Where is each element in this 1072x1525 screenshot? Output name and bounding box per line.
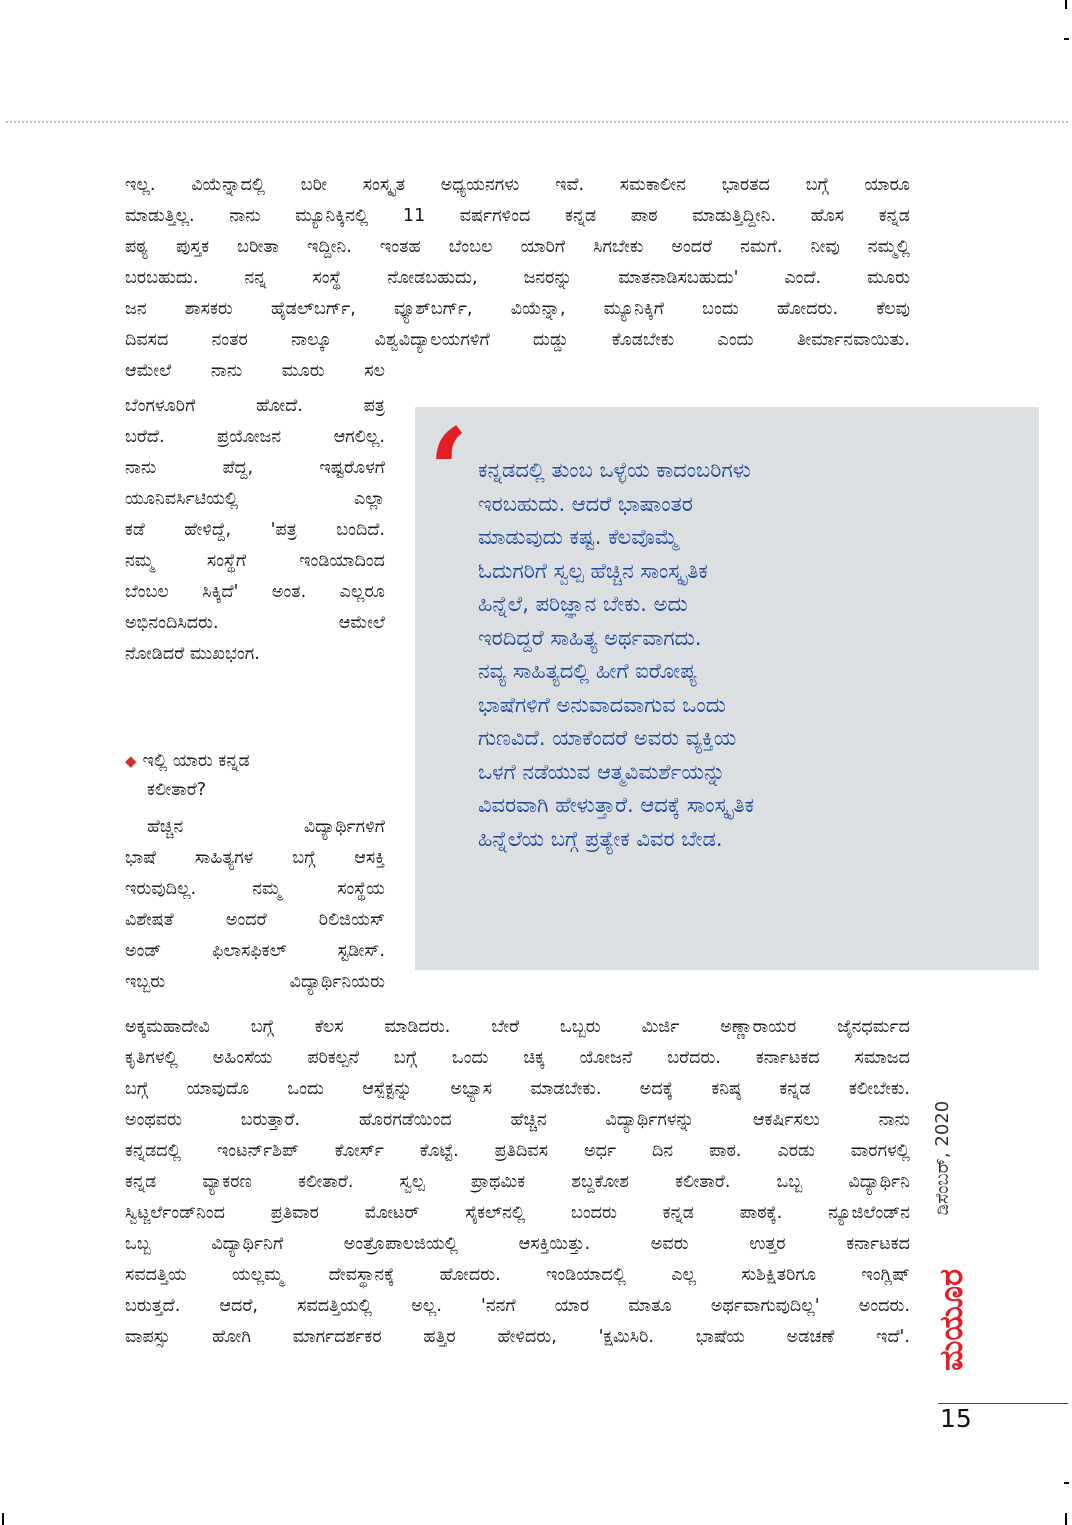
text-line: ಕಡೆ ಹೇಳಿದ್ದೆ, 'ಪತ್ರ ಬಂದಿದೆ. [125, 520, 385, 540]
text-line: ಕೃತಿಗಳಲ್ಲಿ ಅಹಿಂಸೆಯ ಪರಿಕಲ್ಪನೆ ಬಗ್ಗೆ ಒಂದು ಚಿಕ್ಕ ಯೋಜನೆ ಬರೆದರು. ಕರ್ನಾಟಕದ ಸಮಾಜದ [125, 1048, 910, 1068]
text-line: ಕನ್ನಡ ವ್ಯಾಕರಣ ಕಲೀತಾರೆ. ಸ್ವಲ್ಪ ಪ್ರಾಥಮಿಕ ಶಬ್ದಕೋಶ ಕಲೀತಾರೆ. ಒಬ್ಬ ವಿದ್ಯಾರ್ಥಿನಿ [125, 1172, 910, 1192]
header-dotted-rule [6, 121, 1068, 123]
pull-quote-line: ಗುಣವಿದೆ. ಯಾಕೆಂದರೆ ಅವರು ವ್ಯಕ್ತಿಯ [478, 726, 737, 750]
text-line: ಕನ್ನಡದಲ್ಲಿ ಇಂಟರ್ನ್‌ಶಿಪ್ ಕೋರ್ಸ್ ಕೊಟ್ಟೆ. ಪ್ರತಿದಿವಸ ಅರ್ಧ ದಿನ ಪಾಠ. ಎರಡು ವಾರಗಳಲ್ಲಿ [125, 1141, 910, 1161]
pull-quote-line: ಕನ್ನಡದಲ್ಲಿ ತುಂಬ ಒಳ್ಳೆಯ ಕಾದಂಬರಿಗಳು [478, 458, 751, 482]
text-line: ಸ್ವಿಟ್ಜರ್ಲೆಂಡ್‌ನಿಂದ ಪ್ರತಿವಾರ ಮೋಟರ್ ಸೈಕಲ್‌ನಲ್ಲಿ ಬಂದರು ಕನ್ನಡ ಪಾಠಕ್ಕೆ. ನ್ಯೂಜಿಲೆಂಡ್‌ನ [125, 1203, 910, 1223]
pull-quote-line: ನವ್ಯ ಸಾಹಿತ್ಯದಲ್ಲಿ ಹೀಗೆ ಐರೋಪ್ಯ [478, 659, 697, 683]
pull-quote-line: ಮಾಡುವುದು ಕಷ್ಟ. ಕೆಲವೊಮ್ಮೆ [478, 525, 679, 549]
text-line: ಅಂಡ್ ಫಿಲಾಸಫಿಕಲ್ ಸ್ಟಡೀಸ್. [125, 941, 385, 961]
page-number: 15 [940, 1404, 972, 1433]
question-line: ಕಲೀತಾರೆ? [147, 780, 207, 800]
pull-quote-line: ಭಾಷೆಗಳಿಗೆ ಅನುವಾದವಾಗುವ ಒಂದು [478, 692, 726, 717]
text-line: ಭಾಷೆ ಸಾಹಿತ್ಯಗಳ ಬಗ್ಗೆ ಆಸಕ್ತಿ [125, 848, 385, 868]
pull-quote-line: ಹಿನ್ನೆಲೆ, ಪರಿಜ್ಞಾನ ಬೇಕು. ಅದು [478, 592, 688, 616]
question-heading [125, 747, 385, 805]
text-line: ಇಲ್ಲ. ವಿಯೆನ್ನಾದಲ್ಲಿ ಬರೀ ಸಂಸ್ಕೃತ ಅಧ್ಯಯನಗಳು ಇವೆ. ಸಮಕಾಲೀನ ಭಾರತದ ಬಗ್ಗೆ ಯಾರೂ [125, 175, 910, 195]
text-line: ಅಕ್ಕಮಹಾದೇವಿ ಬಗ್ಗೆ ಕೆಲಸ ಮಾಡಿದರು. ಬೇರೆ ಒಬ್ಬರು ಮಿರ್ಜಿ ಅಣ್ಣಾರಾಯರ ಜೈನಧರ್ಮದ [125, 1017, 910, 1037]
text-line: ಹೆಚ್ಚಿನ ವಿದ್ಯಾರ್ಥಿಗಳಿಗೆ [147, 817, 385, 837]
text-line: ನಮ್ಮ ಸಂಸ್ಥೆಗೆ ಇಂಡಿಯಾದಿಂದ [125, 551, 385, 571]
text-line: ಬೆಂಗಳೂರಿಗೆ ಹೋದೆ. ಪತ್ರ [125, 396, 385, 416]
text-line: ಸವದತ್ತಿಯ ಯಲ್ಲಮ್ಮ ದೇವಸ್ಥಾನಕ್ಕೆ ಹೋದರು. ಇಂಡಿಯಾದಲ್ಲಿ ಎಲ್ಲ ಸುಶಿಕ್ಷಿತರಿಗೂ ಇಂಗ್ಲಿಷ್ [125, 1265, 910, 1285]
text-line: ಬರೆದೆ. ಪ್ರಯೋಜನ ಆಗಲಿಲ್ಲ. [125, 427, 385, 447]
pull-quote-line: ಇರದಿದ್ದರೆ ಸಾಹಿತ್ಯ ಅರ್ಥವಾಗದು. [478, 625, 702, 650]
text-line: ನಾನು ಪೆದ್ದ, ಇಷ್ಟರೊಳಗೆ [125, 458, 385, 478]
text-line: ದಿವಸದ ನಂತರ ನಾಲ್ಕೂ ವಿಶ್ವವಿದ್ಯಾಲಯಗಳಿಗೆ ದುಡ್ಡು ಕೊಡಬೇಕು ಎಂದು ತೀರ್ಮಾನವಾಯಿತು. [125, 330, 910, 350]
crop-mark [1065, 0, 1067, 9]
diamond-bullet-icon: ◆ [125, 752, 137, 770]
text-line: ಇರುವುದಿಲ್ಲ. ನಮ್ಮ ಸಂಸ್ಥೆಯ [125, 879, 385, 899]
text-line: ವಾಪಸ್ಸು ಹೋಗಿ ಮಾರ್ಗದರ್ಶಕರ ಹತ್ತಿರ ಹೇಳಿದರು, 'ಕ್ಷಮಿಸಿರಿ. ಭಾಷೆಯ ಅಡಚಣೆ ಇದೆ'. [125, 1327, 910, 1347]
pull-quote-text [478, 454, 908, 856]
text-line: ಬರುತ್ತದೆ. ಆದರೆ, ಸವದತ್ತಿಯಲ್ಲಿ ಅಲ್ಲ. 'ನನಗೆ ಯಾರ ಮಾತೂ ಅರ್ಥವಾಗುವುದಿಲ್ಲ' ಅಂದರು. [125, 1296, 910, 1316]
text-line: ಜನ ಶಾಸಕರು ಹೈಡಲ್‌ಬರ್ಗ್, ವ್ಯೂಶ್‌ಬರ್ಗ್, ವಿಯೆನ್ನಾ, ಮ್ಯೂನಿಕ್ಕಿಗೆ ಬಂದು ಹೋದರು. ಕೆಲವು [125, 299, 910, 319]
crop-mark [1064, 1482, 1069, 1484]
pull-quote-line: ಓದುಗರಿಗೆ ಸ್ವಲ್ಪ ಹೆಚ್ಚಿನ ಸಾಂಸ್ಕೃತಿಕ [478, 558, 708, 583]
issue-date: ಡಿಸೆಂಬರ್, 2020 [932, 1100, 953, 1216]
question-line: ಇಲ್ಲಿ ಯಾರು ಕನ್ನಡ [142, 751, 250, 771]
text-line: ಆಮೇಲೆ ನಾನು ಮೂರು ಸಲ [125, 361, 385, 381]
text-line: ಬರಬಹುದು. ನನ್ನ ಸಂಸ್ಥೆ ನೋಡಬಹುದು, ಜನರನ್ನು ಮಾತನಾಡಿಸಬಹುದು' ಎಂದೆ. ಮೂರು [125, 268, 910, 288]
text-line: ಒಬ್ಬ ವಿದ್ಯಾರ್ಥಿನಿಗೆ ಅಂತ್ರೊಪಾಲಜಿಯಲ್ಲಿ ಆಸಕ್ತಿಯಿತ್ತು. ಅವರು ಉತ್ತರ ಕರ್ನಾಟಕದ [125, 1234, 910, 1254]
text-line: ಪಠ್ಯ ಪುಸ್ತಕ ಬರೀತಾ ಇದ್ದೀನಿ. ಇಂತಹ ಬೆಂಬಲ ಯಾರಿಗೆ ಸಿಗಬೇಕು ಅಂದರೆ ನಮಗೆ. ನೀವು ನಮ್ಮಲ್ಲಿ [125, 237, 910, 257]
crop-mark [1065, 1513, 1067, 1525]
text-line: ಬಗ್ಗೆ ಯಾವುದೊ ಒಂದು ಆಸ್ಪೆಕ್ಟನ್ನು ಅಭ್ಯಾಸ ಮಾಡಬೇಕು. ಅದಕ್ಕೆ ಕನಿಷ್ಠ ಕನ್ನಡ ಕಲೀಬೇಕು. [125, 1079, 910, 1099]
text-line: ನೋಡಿದರೆ ಮುಖಭಂಗ. [125, 644, 260, 664]
text-line: ಬೆಂಬಲ ಸಿಕ್ಕಿದೆ' ಅಂತ. ಎಲ್ಲರೂ [125, 582, 385, 602]
pull-quote-line: ಇರಬಹುದು. ಆದರೆ ಭಾಷಾಂತರ [478, 491, 693, 516]
crop-mark [2, 1513, 4, 1525]
pull-quote-line: ವಿವರವಾಗಿ ಹೇಳುತ್ತಾರೆ. ಆದಕ್ಕೆ ಸಾಂಸ್ಕೃತಿಕ [478, 793, 755, 817]
pull-quote-line: ಹಿನ್ನೆಲೆಯ ಬಗ್ಗೆ ಪ್ರತ್ಯೇಕ ವಿವರ ಬೇಡ. [478, 826, 723, 851]
text-line: ವಿಶೇಷತೆ ಅಂದರೆ ರಿಲಿಜಿಯಸ್ [125, 910, 385, 930]
magazine-logo: ಮಯೂರ [932, 1268, 970, 1372]
quote-mark-icon: ‘ [428, 402, 470, 541]
crop-mark [1064, 38, 1069, 40]
text-line: ಮಾಡುತ್ತಿಲ್ಲ. ನಾನು ಮ್ಯೂನಿಕ್ಕಿನಲ್ಲಿ 11 ವರ್ಷಗಳಿಂದ ಕನ್ನಡ ಪಾಠ ಮಾಡುತ್ತಿದ್ದೀನಿ. ಹೊಸ ಕನ್ನಡ [125, 206, 910, 226]
text-line: ಯೂನಿವರ್ಸಿಟಿಯಲ್ಲಿ ಎಲ್ಲಾ [125, 489, 385, 509]
text-line: ಅಭಿನಂದಿಸಿದರು. ಆಮೇಲೆ [125, 613, 385, 633]
text-line: ಇಬ್ಬರು ವಿದ್ಯಾರ್ಥಿನಿಯರು [125, 972, 385, 992]
pull-quote-line: ಒಳಗೆ ನಡೆಯುವ ಆತ್ಮವಿಮರ್ಶೆಯನ್ನು [478, 759, 726, 784]
text-line: ಅಂಥವರು ಬರುತ್ತಾರೆ. ಹೊರಗಡೆಯಿಂದ ಹೆಚ್ಚಿನ ವಿದ್ಯಾರ್ಥಿಗಳನ್ನು ಆಕರ್ಷಿಸಲು ನಾನು [125, 1110, 910, 1130]
